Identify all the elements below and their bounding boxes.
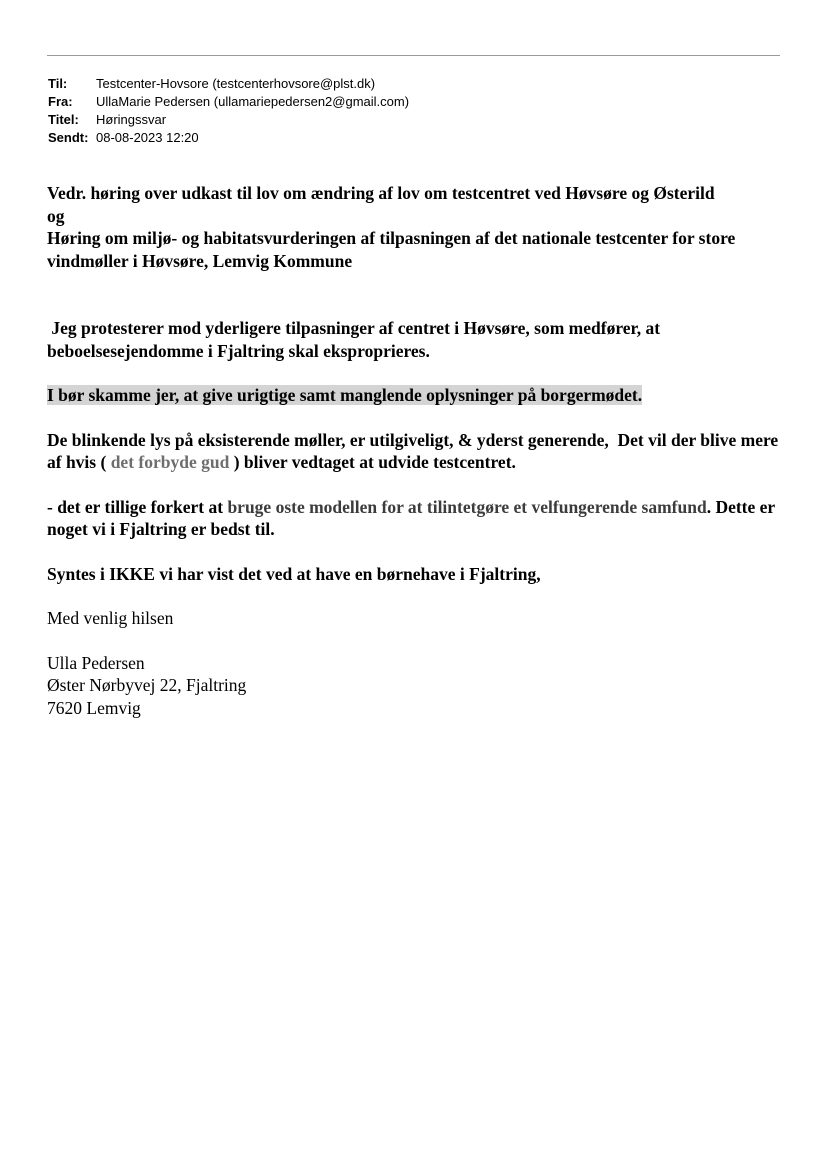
title-label: Titel:	[48, 112, 79, 127]
paragraph-protest: Jeg protesterer mod yderligere tilpasninger af centret i Høvsøre, som medfører, at beboelsesejendomme i Fjaltring skal eksproprieres.	[47, 318, 665, 361]
title-value: Høringssvar	[96, 112, 167, 127]
model-text-a: - det er tillige forkert at	[47, 496, 228, 517]
highlighted-text: I bør skamme jer, at give urigtige samt manglende oplysninger på borgermødet.	[47, 385, 643, 405]
email-header	[48, 75, 409, 147]
sent-value: 08-08-2023 12:20	[96, 130, 199, 145]
lights-text-c: ) bliver vedtaget at udvide testcentret.	[229, 452, 516, 472]
subject-line-2: og	[47, 205, 65, 226]
model-text-grey: bruge oste modellen for at tilintetgøre et velfungerende samfund	[227, 496, 707, 517]
header-divider	[47, 55, 780, 56]
subject-line-3: Høring om miljø- og habitatsvurderingen af tilpasningen af det nationale testcenter for store vindmøller i Høvsøre, Lemvig Kommune	[47, 228, 736, 271]
paragraph-lights	[47, 429, 782, 474]
signature-street: Øster Nørbyvej 22, Fjaltring	[47, 675, 247, 695]
paragraph-shame	[47, 384, 782, 407]
paragraph-kindergarten: Syntes i IKKE vi har vist det ved at have en børnehave i Fjaltring,	[47, 563, 541, 584]
to-value: Testcenter-Hovsore (testcenterhovsore@plst.dk)	[96, 76, 376, 91]
from-value: UllaMarie Pedersen (ullamariepedersen2@gmail.com)	[96, 94, 410, 109]
signature-city: 7620 Lemvig	[47, 697, 141, 718]
model-text-c: . Dette er noget vi i Fjaltring er bedst til.	[47, 496, 775, 539]
header-row-from	[48, 93, 409, 111]
email-body	[47, 182, 782, 719]
to-label: Til:	[48, 76, 68, 91]
lights-text-a: De blinkende lys på eksisterende møller, er utilgiveligt, & yderst generende, Det vil der blive mere af hvis (	[47, 429, 783, 472]
header-row-sent	[48, 129, 409, 147]
header-row-title	[48, 111, 409, 129]
from-label: Fra:	[48, 94, 73, 109]
subject-line-1: Vedr. høring over udkast til lov om ændring af lov om testcentret ved Høvsøre og Østerild	[47, 183, 715, 203]
closing: Med venlig hilsen	[47, 608, 174, 628]
lights-text-grey: det forbyde gud	[110, 452, 230, 472]
sent-label: Sendt:	[48, 130, 89, 145]
paragraph-model	[47, 496, 782, 541]
signature-name: Ulla Pedersen	[47, 652, 145, 673]
header-row-to	[48, 75, 409, 93]
